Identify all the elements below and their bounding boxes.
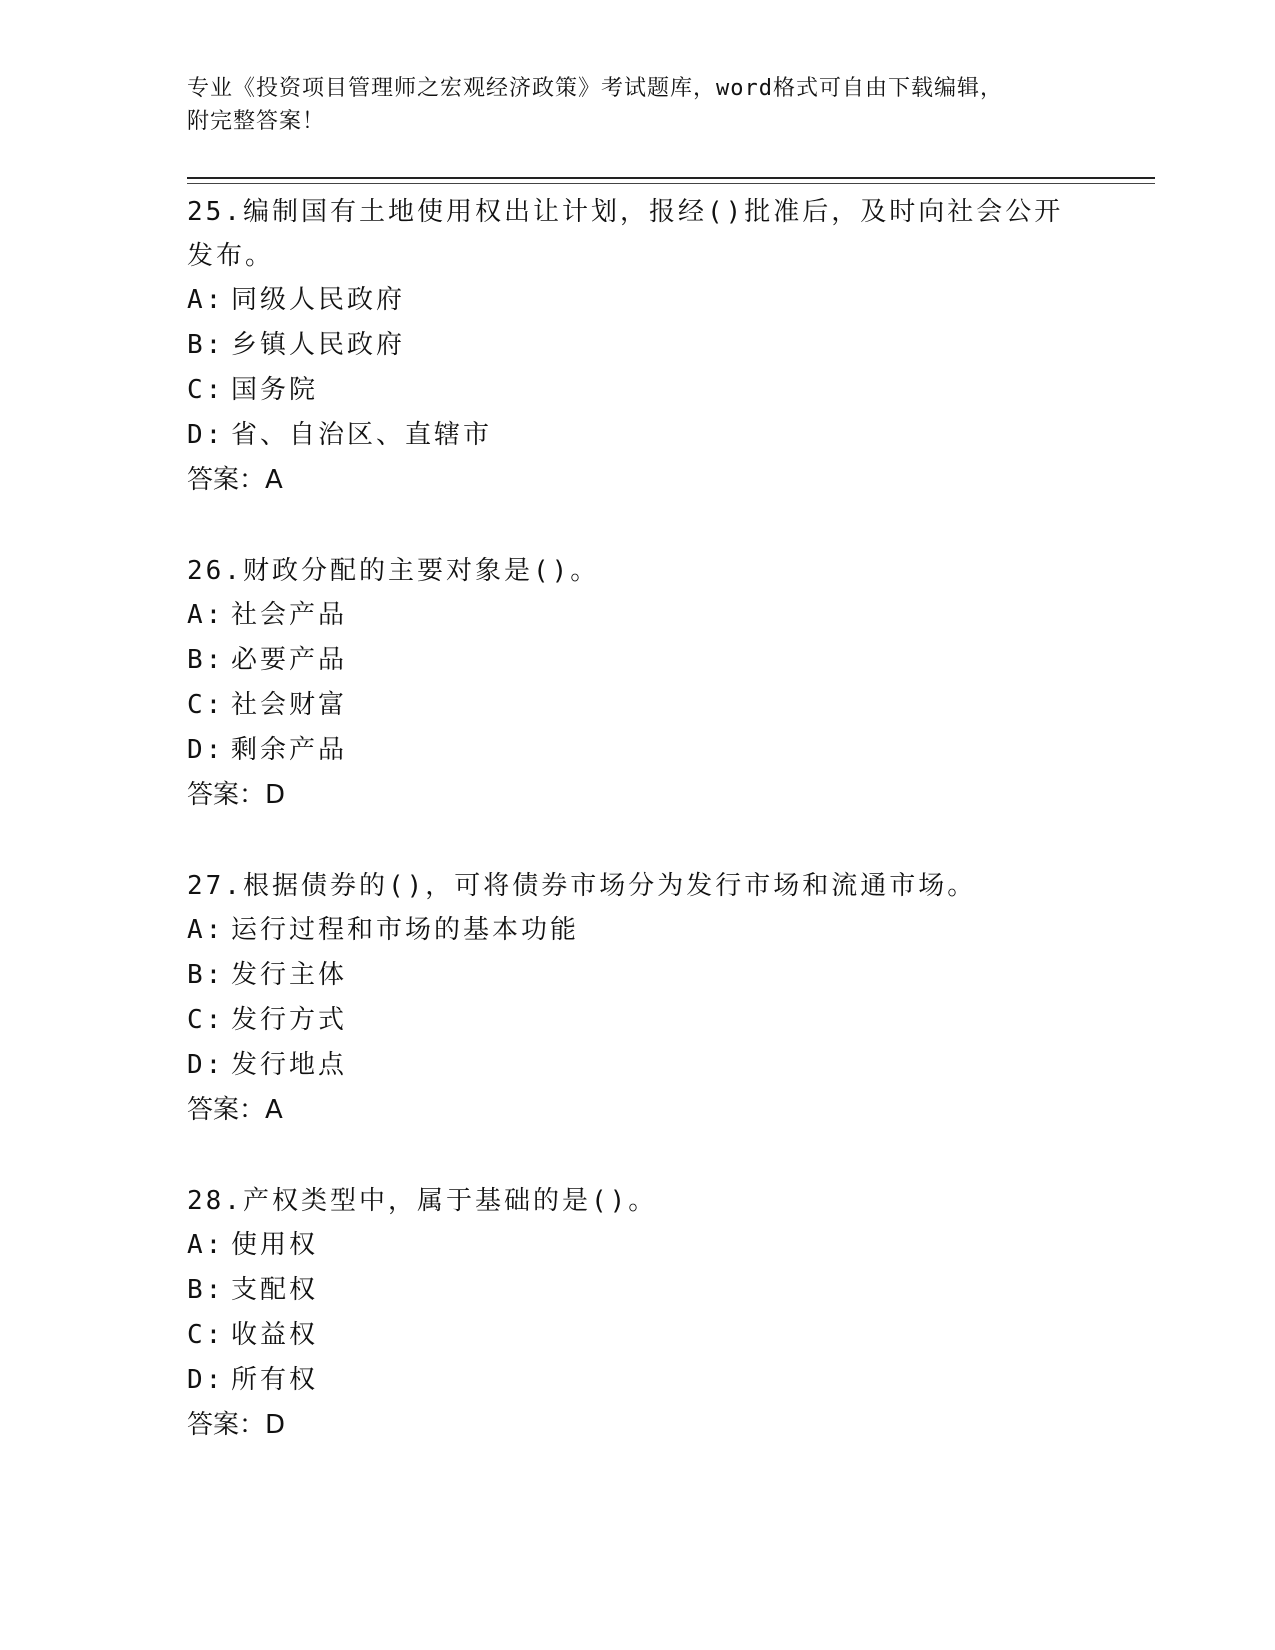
header-divider-thin [187,183,1155,184]
question-28 [187,1179,1087,1448]
header-line-1: 专业《投资项目管理师之宏观经济政策》考试题库，word格式可自由下载编辑， [187,76,1003,101]
option-letter: B: [187,330,225,360]
option-text: 必要产品 [231,645,348,675]
option-b [187,323,1087,368]
option-b [187,1268,1087,1313]
option-letter: D: [187,1365,225,1395]
option-text: 收益权 [231,1320,319,1350]
option-text: 运行过程和市场的基本功能 [231,915,580,945]
option-text: 所有权 [231,1365,319,1395]
option-letter: A: [187,600,225,630]
option-c [187,1313,1087,1358]
option-text: 支配权 [231,1275,319,1305]
option-text: 社会产品 [231,600,348,630]
option-text: 国务院 [231,375,319,405]
option-text: 发行方式 [231,1005,348,1035]
option-text: 发行地点 [231,1050,348,1080]
option-letter: B: [187,1275,225,1305]
document-header [187,72,1087,138]
option-b [187,953,1087,998]
option-d [187,1358,1087,1403]
question-text: 28.产权类型中，属于基础的是()。 [187,1186,658,1216]
option-text: 乡镇人民政府 [231,330,406,360]
option-letter: A: [187,285,225,315]
option-letter: C: [187,375,225,405]
option-letter: B: [187,645,225,675]
option-c [187,368,1087,413]
question-text: 25.编制国有土地使用权出让计划，报经()批准后，及时向社会公开发布。 [187,197,1064,271]
option-c [187,998,1087,1043]
option-text: 使用权 [231,1230,319,1260]
option-c [187,683,1087,728]
option-letter: A: [187,915,225,945]
option-a [187,908,1087,953]
question-text: 26.财政分配的主要对象是()。 [187,556,600,586]
option-text: 省、自治区、直辖市 [231,420,493,450]
answer-line: 答案：D [187,780,286,810]
header-divider-thick [187,177,1155,179]
answer-line: 答案：D [187,1410,286,1440]
option-letter: D: [187,735,225,765]
option-letter: C: [187,1005,225,1035]
option-letter: D: [187,420,225,450]
question-25 [187,190,1087,503]
option-text: 发行主体 [231,960,348,990]
option-letter: C: [187,1320,225,1350]
option-d [187,1043,1087,1088]
option-d [187,413,1087,458]
option-text: 同级人民政府 [231,285,406,315]
option-letter: A: [187,1230,225,1260]
option-text: 社会财富 [231,690,348,720]
answer-line: 答案：A [187,465,283,495]
option-a [187,1223,1087,1268]
option-letter: B: [187,960,225,990]
question-list [187,190,1087,1494]
answer-line: 答案：A [187,1095,283,1125]
question-26 [187,549,1087,818]
question-27 [187,864,1087,1133]
option-text: 剩余产品 [231,735,348,765]
option-b [187,638,1087,683]
header-line-2: 附完整答案！ [187,109,326,134]
option-a [187,593,1087,638]
question-text: 27.根据债券的()，可将债券市场分为发行市场和流通市场。 [187,871,977,901]
option-letter: D: [187,1050,225,1080]
option-letter: C: [187,690,225,720]
option-a [187,278,1087,323]
option-d [187,728,1087,773]
